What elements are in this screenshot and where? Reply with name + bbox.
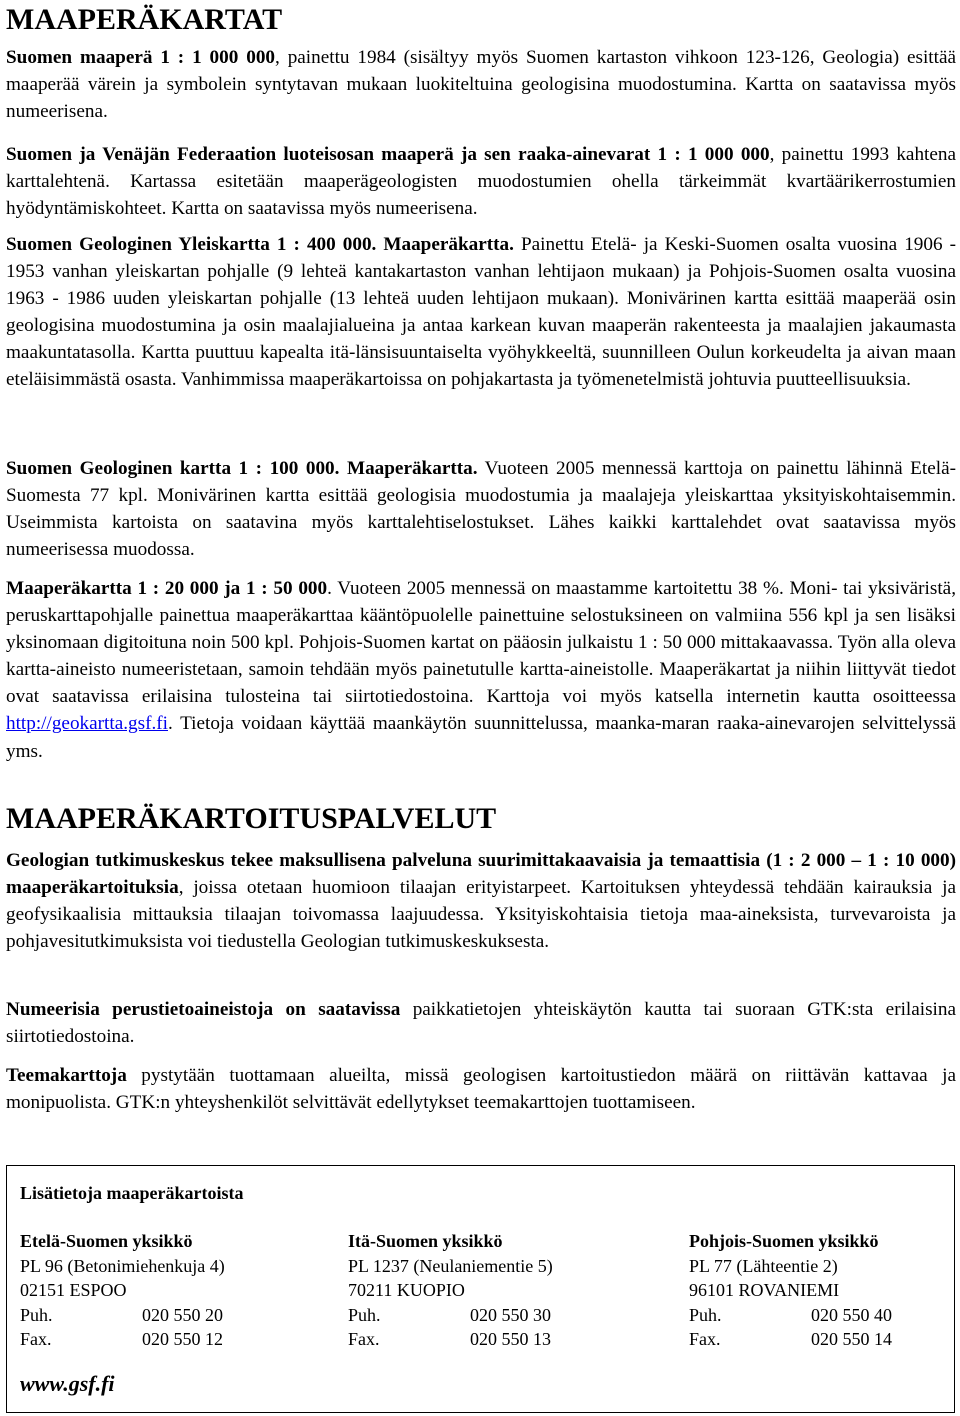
unit-fax-row: [689, 1327, 892, 1352]
unit-address: PL 77 (Lähteentie 2): [689, 1255, 838, 1276]
unit-phone-row: [348, 1303, 553, 1328]
unit-city: 02151 ESPOO: [20, 1280, 127, 1300]
paragraph-text: , painettu 1993 kahtena karttalehtenä. Kartassa esitetään maaperägeologisten muodostumien ohella tärkeimmät kvartäärikerrostumien hyödyntämiskohteet. Kartta on saatavissa myös numeerisena.: [6, 144, 957, 220]
geokartta-link[interactable]: http://geokartta.gsf.fi: [6, 713, 168, 735]
phone-number: 020 550 40: [811, 1304, 892, 1325]
paragraph-numeeriset-aineistot: [6, 996, 956, 1050]
paragraph-title: Maaperäkartta 1 : 20 000 ja 1 : 50 000: [6, 578, 328, 599]
paragraph-yleiskartta-400000: [6, 231, 956, 394]
paragraph-text: pystytään tuottamaan alueilta, missä geologisen kartoitustiedon määrä on riittävän kattavaa ja monipuolista. GTK:n yhteyshenkilöt selvittävät edellytykset teemakarttojen tuottamiseen.: [6, 1065, 956, 1114]
fax-number: 020 550 13: [470, 1329, 551, 1349]
unit-name: Etelä-Suomen yksikkö: [20, 1231, 193, 1251]
section-heading-kartoituspalvelut: MAAPERÄKARTOITUSPALVELUT: [6, 802, 497, 835]
paragraph-venaja-federaatio: [6, 141, 956, 222]
paragraph-title: Teemakarttoja: [6, 1065, 127, 1086]
website-address: www.gsf.fi: [20, 1371, 115, 1396]
unit-name: Pohjois-Suomen yksikkö: [689, 1231, 879, 1251]
fax-number: 020 550 12: [142, 1329, 223, 1349]
paragraph-maaperakartta-20000-50000: [6, 575, 956, 765]
info-box-title: Lisätietoja maaperäkartoista: [20, 1183, 244, 1203]
paragraph-text: paikkatietojen yhteiskäytön kautta tai suoraan GTK:sta erilaisina siirtotiedostoina.: [6, 999, 956, 1048]
unit-city: 96101 ROVANIEMI: [689, 1280, 840, 1300]
section-heading-maaperakartat: MAAPERÄKARTAT: [6, 3, 283, 36]
fax-number: 020 550 14: [811, 1329, 892, 1349]
paragraph-text: Painettu Etelä- ja Keski-Suomen osalta vuosina 1906 - 1953 vanhan yleiskartan pohjalle (9 lehteä kantakartaston vanhan lehtijaon mukaan) ja Pohjois-Suomen osalta vuosina 1963 - 1986 uuden yleiskartan pohjalle (13 lehteä uuden lehtijaon mukaan). Monivärinen kartta esittää maaperää osin geologisina muodostumina ja osin maalajialueina ja antaa karkean kuvan maaperän rakenteesta ja maalajien jakaumasta maakuntatasolla. Kartta puuttuu kapealta itä-länsisuuntaiselta vyöhykkeeltä, suunnilleen Oulun korkeudelta ja aivan maan eteläisimmästä osasta. Vanhimmissa maaperäkartoissa on pohjakartasta ja työmenetelmistä johtuvia puutteellisuuksia.: [6, 234, 957, 391]
phone-label: Puh.: [348, 1304, 381, 1325]
contact-info-box: [6, 1165, 955, 1413]
paragraph-title: Numeerisia perustietoaineistoja on saatavissa: [6, 999, 401, 1020]
phone-label: Puh.: [20, 1304, 53, 1325]
unit-fax-row: [348, 1327, 553, 1352]
phone-label: Puh.: [689, 1304, 722, 1325]
phone-number: 020 550 20: [142, 1304, 223, 1325]
contact-column-etela: [20, 1229, 225, 1352]
paragraph-teemakartat: [6, 1062, 956, 1116]
contact-column-pohjois: [689, 1229, 892, 1352]
paragraph-text: Vuoteen 2005 mennessä karttoja on painettu lähinnä Etelä-Suomesta 77 kpl. Monivärinen kartta esittää geologisia muodostumia ja maalajeja yleiskarttaa yksityiskohtaisemmin. Useimmista kartoista on saatavina myös karttalehtiselostukset. Lähes kaikki karttalehdet ovat saatavissa myös numeerisessa muodossa.: [6, 458, 956, 561]
paragraph-text: , joissa otetaan huomioon tilaajan erityistarpeet. Kartoituksen yhteydessä tehdään kairauksia ja geofysikaalisia mittauksia tilaajan toivomassa laajuudessa. Yksityiskohtaisia tietoja maa-aineksista, turvevaroista ja pohjavesitutkimuksista voi tiedustella Geologian tutkimuskeskuksesta.: [6, 877, 956, 953]
paragraph-text-continued: . Tietoja voidaan käyttää maankäytön suunnittelussa, maanka-maran raaka-ainevarojen selvittelyssä yms.: [6, 713, 956, 762]
unit-address: PL 96 (Betonimiehenkuja 4): [20, 1255, 225, 1276]
paragraph-title: Suomen maaperä 1 : 1 000 000: [6, 47, 276, 68]
phone-number: 020 550 30: [470, 1304, 551, 1325]
paragraph-kartoituspalvelu: [6, 847, 956, 955]
paragraph-text: , painettu 1984 (sisältyy myös Suomen kartaston vihkoon 123-126, Geologia) esittää maaperää värein ja symbolein syntytavan mukaan luokiteltuina geologisina muodostumina. Kartta on saatavissa myös numeerisena.: [6, 47, 957, 123]
contact-column-ita: [348, 1229, 553, 1352]
fax-label: Fax.: [689, 1329, 721, 1349]
unit-fax-row: [20, 1327, 225, 1352]
unit-phone-row: [689, 1303, 892, 1328]
fax-label: Fax.: [348, 1329, 380, 1349]
unit-name: Itä-Suomen yksikkö: [348, 1231, 503, 1251]
fax-label: Fax.: [20, 1329, 52, 1349]
paragraph-kartta-100000: [6, 455, 956, 563]
paragraph-text: . Vuoteen 2005 mennessä on maastamme kartoitettu 38 %. Moni- tai yksiväristä, peruskarttapohjalle painettua maaperäkarttaa kääntöpuolelle painettuine selostuksineen on valmiina 556 kpl ja sen lisäksi yksinomaan digitoituna noin 500 kpl. Pohjois-Suomen kartat on pääosin julkaistu 1 : 50 000 mittakaavassa. Työn alla oleva kartta-aineisto numeeristetaan, samoin tehdään myös painetutulle kartta-aineistolle. Maaperäkartat ja niihin liittyvät tiedot ovat saatavissa erilaisina tulosteina tai siirtotiedostoina. Karttoja voi myös katsella internetin kautta osoitteessa: [6, 578, 956, 708]
paragraph-title: Suomen ja Venäjän Federaation luoteisosan maaperä ja sen raaka-ainevarat 1 : 1 000 000: [6, 144, 770, 165]
paragraph-title: Geologian tutkimuskeskus tekee maksullisena palveluna suurimittakaavaisia ja temaattisia (1 : 2 000 – 1 : 10 000) maaperäkartoituksia: [6, 850, 956, 899]
paragraph-title: Suomen Geologinen Yleiskartta 1 : 400 000. Maaperäkartta.: [6, 234, 514, 255]
unit-city: 70211 KUOPIO: [348, 1280, 465, 1300]
unit-phone-row: [20, 1303, 225, 1328]
unit-address: PL 1237 (Neulaniementie 5): [348, 1255, 553, 1276]
paragraph-title: Suomen Geologinen kartta 1 : 100 000. Maaperäkartta.: [6, 458, 478, 479]
paragraph-maapera-1m: [6, 44, 956, 125]
